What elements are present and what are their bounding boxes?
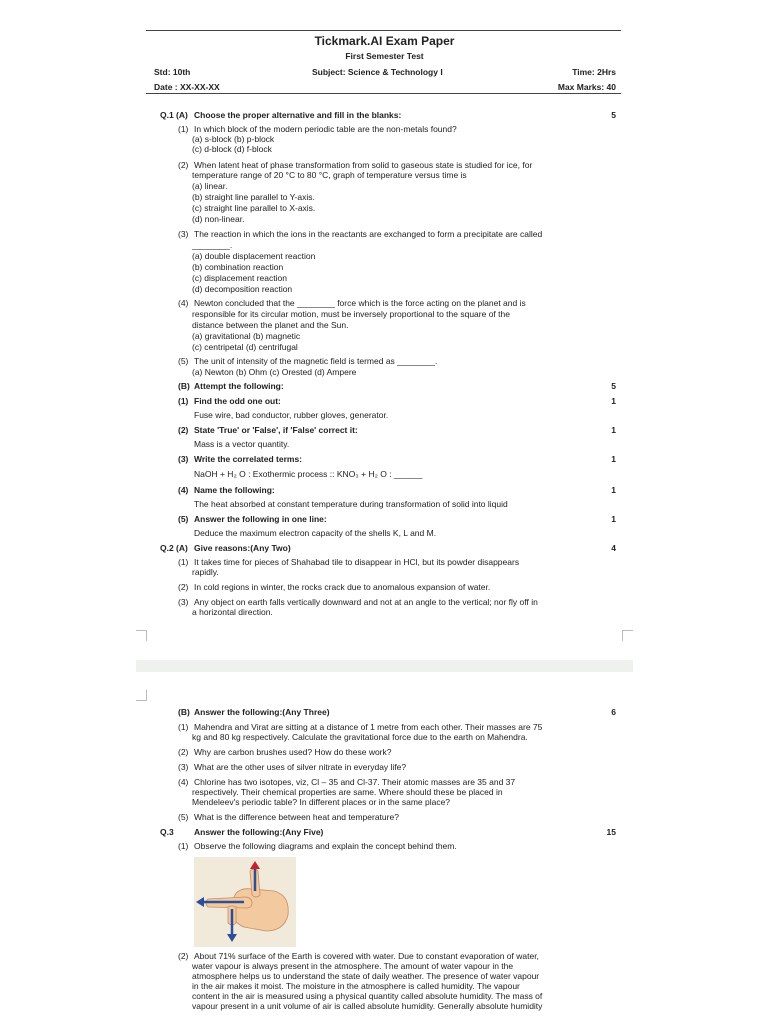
option-line: (c) centripetal (d) centrifugal — [192, 342, 298, 352]
option-line: (b) straight line parallel to Y-axis. — [192, 192, 315, 202]
question-number: (3) — [178, 454, 189, 464]
q1b-marks: 5 — [611, 381, 616, 391]
question-text: When latent heat of phase transformation from solid to gaseous state is studied for ice, for — [194, 160, 533, 170]
question-text: kg and 80 kg respectively. Calculate the gravitational force due to the earth on Mahendra. — [192, 732, 528, 742]
q1a-marks: 5 — [611, 110, 616, 120]
subject-label: Subject: Science & Technology I — [312, 67, 443, 77]
question-number: (1) — [178, 124, 189, 134]
question-text: Deduce the maximum electron capacity of the shells K, L and M. — [194, 528, 437, 538]
question-heading: Write the correlated terms: — [194, 454, 303, 464]
option-line: (d) decomposition reaction — [192, 284, 293, 294]
question-text: Why are carbon brushes used? How do these work? — [194, 747, 392, 757]
q3-heading: Answer the following:(Any Five) — [194, 827, 324, 837]
question-text: Mass is a vector quantity. — [194, 439, 290, 449]
fleming-hand-rule-icon — [194, 857, 296, 947]
question-text: vapour present in a unit volume of air is called absolute humidity. Generally absolute humidity — [192, 1001, 543, 1011]
question-text: Any object on earth falls vertically downward and not at an angle to the vertical; nor fly off in — [194, 597, 538, 607]
q3-label: Q.3 — [160, 827, 174, 837]
question-number: (5) — [178, 812, 189, 822]
q2a-heading: Give reasons:(Any Two) — [194, 543, 291, 553]
q2b-heading: Answer the following:(Any Three) — [194, 707, 330, 717]
question-number: (2) — [178, 425, 189, 435]
question-text: water vapour is always present in the atmosphere. The amount of water vapour in the — [192, 961, 514, 971]
question-text: What is the difference between heat and temperature? — [194, 812, 399, 822]
question-number: (3) — [178, 229, 189, 239]
option-line: (d) non-linear. — [192, 214, 245, 224]
question-text: The reaction in which the ions in the reactants are exchanged to form a precipitate are called — [194, 229, 543, 239]
question-number: (2) — [178, 951, 189, 961]
question-number: (2) — [178, 160, 189, 170]
max-marks-label: Max Marks: 40 — [557, 82, 616, 92]
question-text: atmosphere helps us to understand the state of daily weather. The presence of water vapour — [192, 971, 540, 981]
question-text: Mahendra and Virat are sitting at a distance of 1 metre from each other. Their masses are 75 — [194, 722, 543, 732]
question-text: Observe the following diagrams and explain the concept behind them. — [194, 841, 457, 851]
option-line: (a) gravitational (b) magnetic — [192, 331, 301, 341]
option-line: (a) linear. — [192, 181, 228, 191]
question-text: Newton concluded that the ________ force which is the force acting on the planet and is — [194, 298, 526, 308]
q1a-label: Q.1 (A) — [160, 110, 188, 120]
q2b-label: (B) — [178, 707, 190, 717]
q2a-marks: 4 — [611, 543, 616, 553]
question-number: (2) — [178, 582, 189, 592]
crop-mark — [136, 690, 147, 701]
question-text: respectively. Their chemical properties are same. Where should these be placed in — [192, 787, 503, 797]
question-text: Chlorine has two isotopes, viz, Cl – 35 and Cl-37. Their atomic masses are 35 and 37 — [194, 777, 516, 787]
date-label: Date : XX-XX-XX — [154, 82, 220, 92]
question-number: (4) — [178, 298, 189, 308]
q1b-heading: Attempt the following: — [194, 381, 284, 391]
question-text: Mendeleev's periodic table? In different places or in the same place? — [192, 797, 451, 807]
question-text: NaOH + H₂ O : Exothermic process :: KNO₃ + H₂ O : ______ — [194, 469, 423, 479]
question-number: (3) — [178, 762, 189, 772]
question-text: About 71% surface of the Earth is covered with water. Due to constant evaporation of water, — [194, 951, 539, 961]
question-number: (5) — [178, 356, 189, 366]
option-line: (c) d-block (d) f-block — [192, 144, 272, 154]
question-text: The unit of intensity of the magnetic field is termed as ________. — [194, 356, 438, 366]
question-marks: 1 — [611, 396, 616, 406]
question-marks: 1 — [611, 425, 616, 435]
q2a-label: Q.2 (A) — [160, 543, 188, 553]
question-number: (4) — [178, 777, 189, 787]
question-number: (3) — [178, 597, 189, 607]
option-line: (a) s-block (b) p-block — [192, 134, 275, 144]
question-marks: 1 — [611, 454, 616, 464]
question-text: Fuse wire, bad conductor, rubber gloves, generator. — [194, 410, 389, 420]
option-line: (c) straight line parallel to X-axis. — [192, 203, 316, 213]
question-marks: 1 — [611, 485, 616, 495]
question-number: (2) — [178, 747, 189, 757]
question-number: (4) — [178, 485, 189, 495]
question-number: (1) — [178, 722, 189, 732]
question-text: In cold regions in winter, the rocks crack due to anomalous expansion of water. — [194, 582, 491, 592]
question-heading: State 'True' or 'False', if 'False' correct it: — [194, 425, 358, 435]
time-label: Time: 2Hrs — [572, 67, 616, 77]
question-text: responsible for its circular motion, must be inversely proportional to the square of the — [192, 309, 510, 319]
question-text: What are the other uses of silver nitrate in everyday life? — [194, 762, 407, 772]
crop-mark — [622, 630, 633, 641]
exam-page-1 — [136, 0, 633, 660]
q3-marks: 15 — [606, 827, 616, 837]
q1b-label: (B) — [178, 381, 190, 391]
question-number: (5) — [178, 514, 189, 524]
question-heading: Name the following: — [194, 485, 275, 495]
std-label: Std: 10th — [154, 67, 191, 77]
question-heading: Answer the following in one line: — [194, 514, 327, 524]
option-line: (b) combination reaction — [192, 262, 284, 272]
question-text: It takes time for pieces of Shahabad tile to disappear in HCl, but its powder disappears — [194, 557, 520, 567]
question-text: temperature range of 20 °C to 80 °C, graph of temperature versus time is — [192, 170, 467, 180]
page-title: Tickmark.AI Exam Paper — [314, 34, 455, 48]
question-marks: 1 — [611, 514, 616, 524]
q2b-marks: 6 — [611, 707, 616, 717]
question-text: rapidly. — [192, 567, 219, 577]
question-number: (1) — [178, 557, 189, 567]
crop-mark — [136, 630, 147, 641]
q1a-heading: Choose the proper alternative and fill in the blanks: — [194, 110, 402, 120]
question-heading: Find the odd one out: — [194, 396, 281, 406]
page-gap — [136, 660, 633, 672]
question-text: ________. — [192, 240, 233, 250]
option-line: (a) Newton (b) Ohm (c) Orested (d) Ampere — [192, 367, 357, 377]
option-line: (c) displacement reaction — [192, 273, 287, 283]
question-text: The heat absorbed at constant temperature during transformation of solid into liquid — [194, 499, 508, 509]
question-text: a horizontal direction. — [192, 607, 273, 617]
option-line: (a) double displacement reaction — [192, 251, 316, 261]
question-number: (1) — [178, 841, 189, 851]
question-number: (1) — [178, 396, 189, 406]
exam-page-2 — [136, 672, 633, 1024]
question-text: content in the air is measured using a physical quantity called absolute humidity. The mass of — [192, 991, 543, 1001]
question-text: distance between the planet and the Sun. — [192, 320, 349, 330]
question-text: In which block of the modern periodic table are the non-metals found? — [194, 124, 457, 134]
test-subtitle: First Semester Test — [345, 51, 424, 61]
question-text: in the air makes it moist. The moisture in the atmosphere is called humidity. The vapour — [192, 981, 520, 991]
